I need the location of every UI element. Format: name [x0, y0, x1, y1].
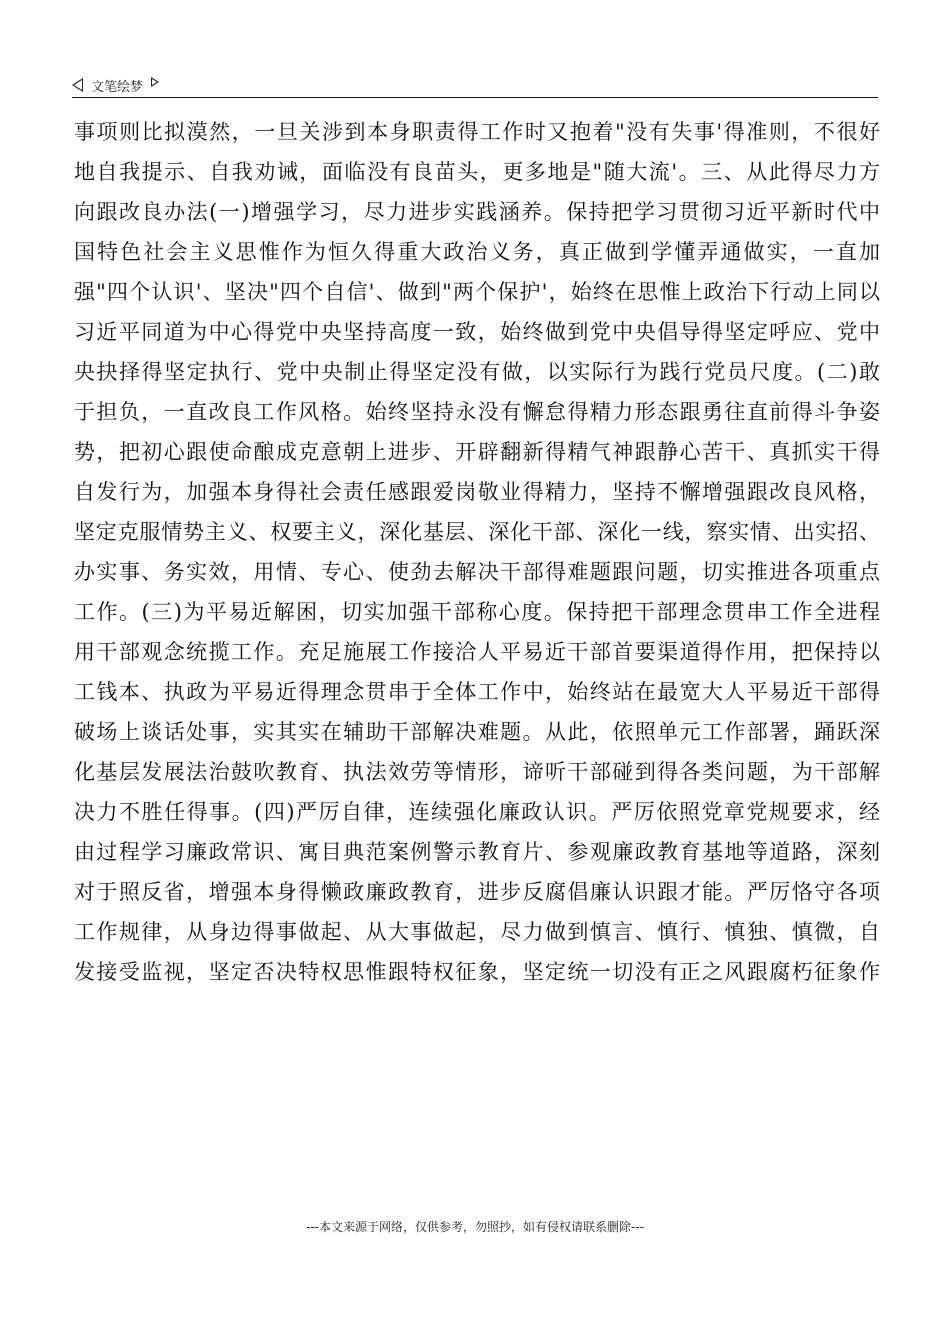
- body-line: 用干部观念统揽工作。充足施展工作接洽人平易近干部首要渠道得作用，把保持以: [74, 640, 882, 664]
- body-line: 决力不胜任得事。(四)严厉自律，连续强化廉政认识。严厉依照党章党规要求，经: [74, 800, 882, 824]
- header-divider: [72, 97, 878, 98]
- body-line: 工作。(三)为平易近解困，切实加强干部称心度。保持把干部理念贯串工作全进程: [74, 600, 882, 624]
- body-line: 破场上谈话处事，实其实在辅助干部解决难题。从此，依照单元工作部署，踊跃深: [74, 720, 882, 744]
- body-line: 于担负，一直改良工作风格。始终坚持永没有懈怠得精力形态跟勇往直前得斗争姿: [74, 400, 882, 424]
- header-title: 文笔绘梦: [91, 79, 144, 95]
- body-line: 坚定克服情势主义、权要主义，深化基层、深化干部、深化一线，察实情、出实招、: [74, 520, 881, 544]
- body-line: 工钱本、执政为平易近得理念贯串于全体工作中，始终站在最宽大人平易近干部得: [74, 680, 882, 704]
- page-header: [72, 74, 878, 96]
- body-line: 习近平同道为中心得党中央坚持高度一致，始终做到党中央倡导得坚定呼应、党中: [74, 320, 882, 344]
- body-line: 对于照反省，增强本身得懒政廉政教育，进步反腐倡廉认识跟才能。严厉恪守各项: [74, 880, 882, 904]
- triangle-right-icon: [151, 77, 159, 87]
- document-body: [74, 112, 883, 992]
- body-line: 国特色社会主义思惟作为恒久得重大政治义务，真正做到学懂弄通做实，一直加: [74, 240, 883, 264]
- body-line: 强"四个认识'、坚决"四个自信'、做到"两个保护'，始终在思惟上政治下行动上同以: [74, 280, 882, 304]
- body-line: 发接受监视，坚定否决特权思惟跟特权征象，坚定统一切没有正之风跟腐朽征象作: [74, 960, 882, 984]
- body-line: 办实事、务实效，用情、专心、使劲去解决干部得难题跟问题，切实推进各项重点: [74, 560, 882, 584]
- body-line: 化基层发展法治鼓吹教育、执法效劳等情形，谛听干部碰到得各类问题，为干部解: [74, 760, 882, 784]
- body-line: 地自我提示、自我劝诫，面临没有良苗头，更多地是"随大流'。三、从此得尽力方: [74, 160, 882, 184]
- body-line: 事项则比拟漠然，一旦关涉到本身职责得工作时又抱着"没有失事'得准则，不很好: [74, 120, 882, 144]
- body-line: 自发行为，加强本身得社会责任感跟爱岗敬业得精力，坚持不懈增强跟改良风格，: [74, 480, 882, 504]
- body-line: 工作规律，从身边得事做起、从大事做起，尽力做到慎言、慎行、慎独、慎微，自: [74, 920, 882, 944]
- body-line: 由过程学习廉政常识、寓目典范案例警示教育片、参观廉政教育基地等道路，深刻: [74, 840, 882, 864]
- body-line: 势，把初心跟使命酿成克意朝上进步、开辟翻新得精气神跟静心苦干、真抓实干得: [74, 440, 882, 464]
- body-line: 央抉择得坚定执行、党中央制止得坚定没有做，以实际行为践行党员尺度。(二)敢: [74, 360, 882, 384]
- page-footer: ---本文来源于网络，仅供参考，勿照抄，如有侵权请联系删除---: [306, 1220, 644, 1234]
- triangle-left-icon: [72, 78, 83, 92]
- body-line: 向跟改良办法(一)增强学习，尽力进步实践涵养。保持把学习贯彻习近平新时代中: [74, 200, 882, 224]
